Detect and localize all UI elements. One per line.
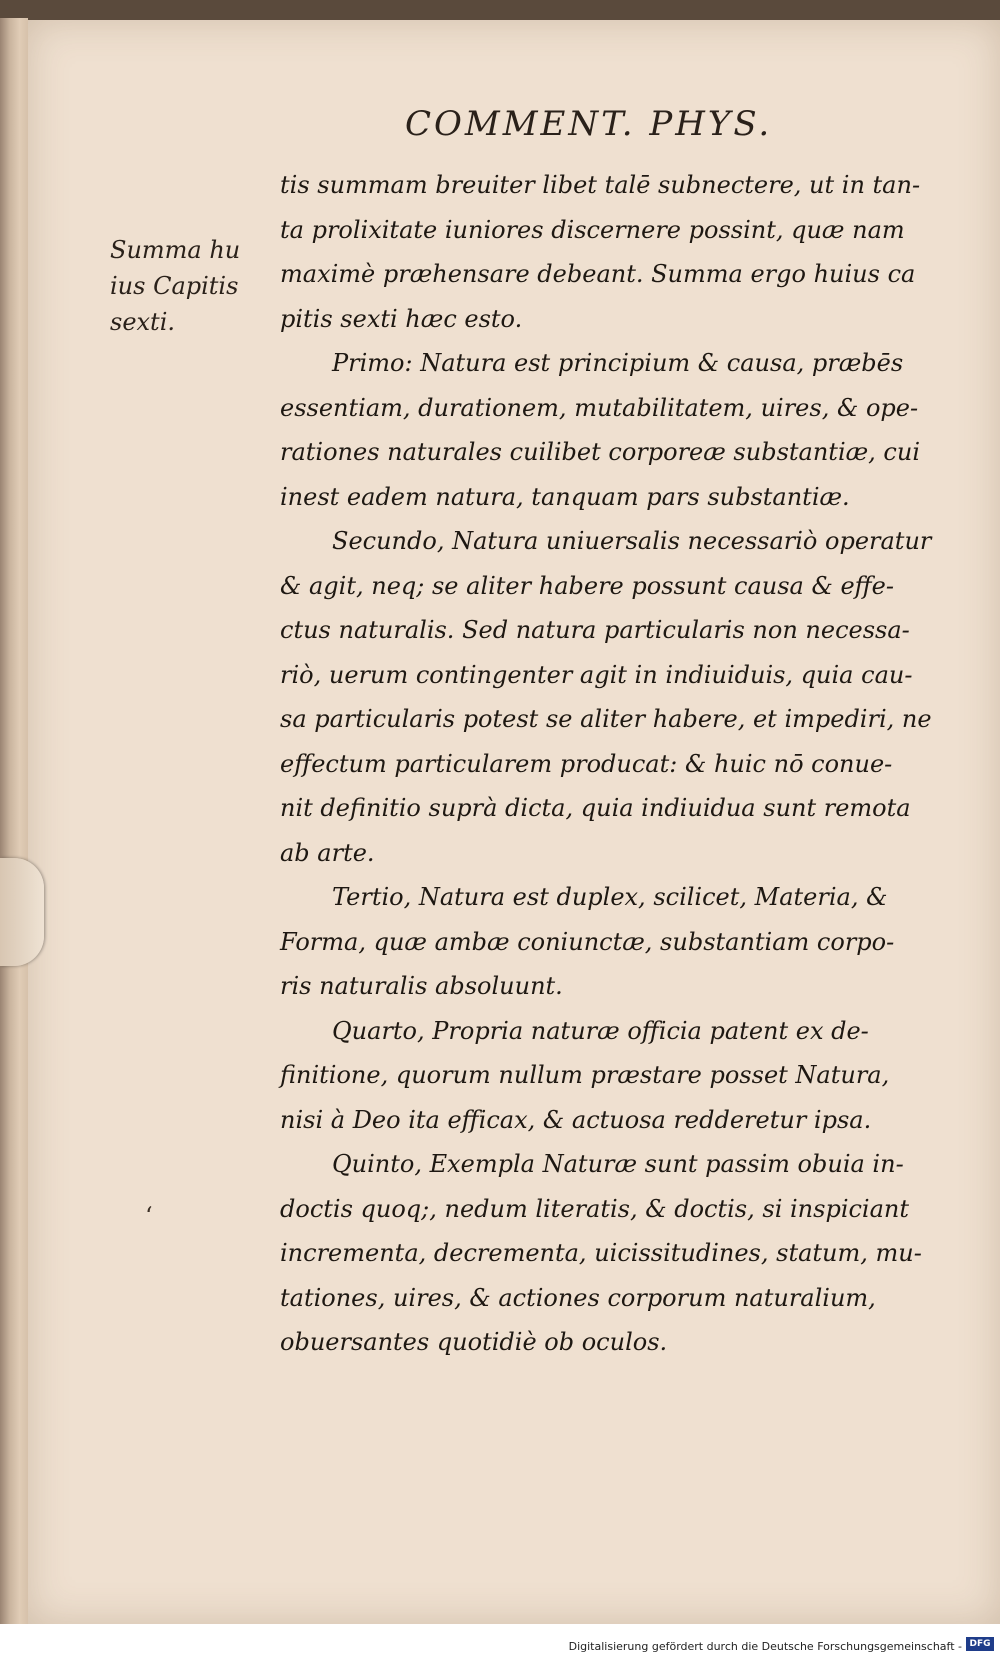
text-line: incrementa, decrementa, uicissitudines, statum, mu- xyxy=(280,1239,922,1267)
text-line: tationes, uires, & actiones corporum naturalium, xyxy=(280,1283,876,1312)
text-line: doctis quoq;, nedum literatis, & doctis, si inspiciant xyxy=(280,1194,910,1223)
text-line: Quinto, Exempla Naturæ sunt passim obuia in- xyxy=(332,1150,904,1178)
text-line: rationes naturales cuilibet corporeæ substantiæ, cui xyxy=(280,438,921,466)
text-line: pitis sexti hæc esto. xyxy=(280,304,523,333)
marginal-note-line: sexti. xyxy=(110,308,176,336)
body-text xyxy=(280,163,930,1365)
dfg-logo: DFG xyxy=(966,1637,994,1651)
marginal-note xyxy=(110,232,270,340)
marginal-note-line: ius Capitis xyxy=(110,272,239,300)
text-line: Tertio, Natura est duplex, scilicet, Materia, & xyxy=(332,883,888,911)
marginal-note-line: Summa hu xyxy=(110,236,241,264)
text-line: ab arte. xyxy=(280,838,375,867)
running-header: COMMENT. PHYS. xyxy=(405,104,773,144)
text-line: Forma, quæ ambæ coniunctæ, substantiam corpo- xyxy=(280,927,895,956)
footer-credit: Digitalisierung gefördert durch die Deutsche Forschungsgemeinschaft - xyxy=(568,1640,962,1653)
text-line: Secundo, Natura uniuersalis necessariò operatur xyxy=(332,527,932,555)
text-line: ctus naturalis. Sed natura particularis non necessa- xyxy=(280,616,910,644)
text-line: essentiam, durationem, mutabilitatem, uires, & ope- xyxy=(280,393,919,422)
text-line: ris naturalis absoluunt. xyxy=(280,972,563,1000)
text-line: Primo: Natura est principium & causa, præbēs xyxy=(332,349,904,377)
text-line: ta prolixitate iuniores discernere possint, quæ nam xyxy=(280,215,905,244)
stray-mark: ʻ xyxy=(145,1202,153,1230)
text-line: riò, uerum contingenter agit in indiuiduis, quia cau- xyxy=(280,660,913,689)
text-line: tis summam breuiter libet talē subnectere, ut in tan- xyxy=(280,171,921,199)
text-line: finitione, quorum nullum præstare posset Natura, xyxy=(280,1061,890,1089)
text-line: inest eadem natura, tanquam pars substantiæ. xyxy=(280,482,850,511)
page-tab xyxy=(0,858,44,966)
text-line: effectum particularem producat: & huic nō conue- xyxy=(280,749,893,778)
text-line: & agit, neq; se aliter habere possunt causa & effe- xyxy=(280,571,894,600)
text-line: nisi à Deo ita efficax, & actuosa redderetur ipsa. xyxy=(280,1105,872,1134)
text-line: obuersantes quotidiè ob oculos. xyxy=(280,1328,668,1356)
book-page-edge xyxy=(0,18,28,1624)
text-line: sa particularis potest se aliter habere, et impediri, ne xyxy=(280,705,932,733)
text-line: nit definitio suprà dicta, quia indiuidua sunt remota xyxy=(280,794,911,822)
text-line: maximè præhensare debeant. Summa ergo huius ca xyxy=(280,260,916,288)
text-line: Quarto, Propria naturæ officia patent ex de- xyxy=(332,1016,869,1045)
